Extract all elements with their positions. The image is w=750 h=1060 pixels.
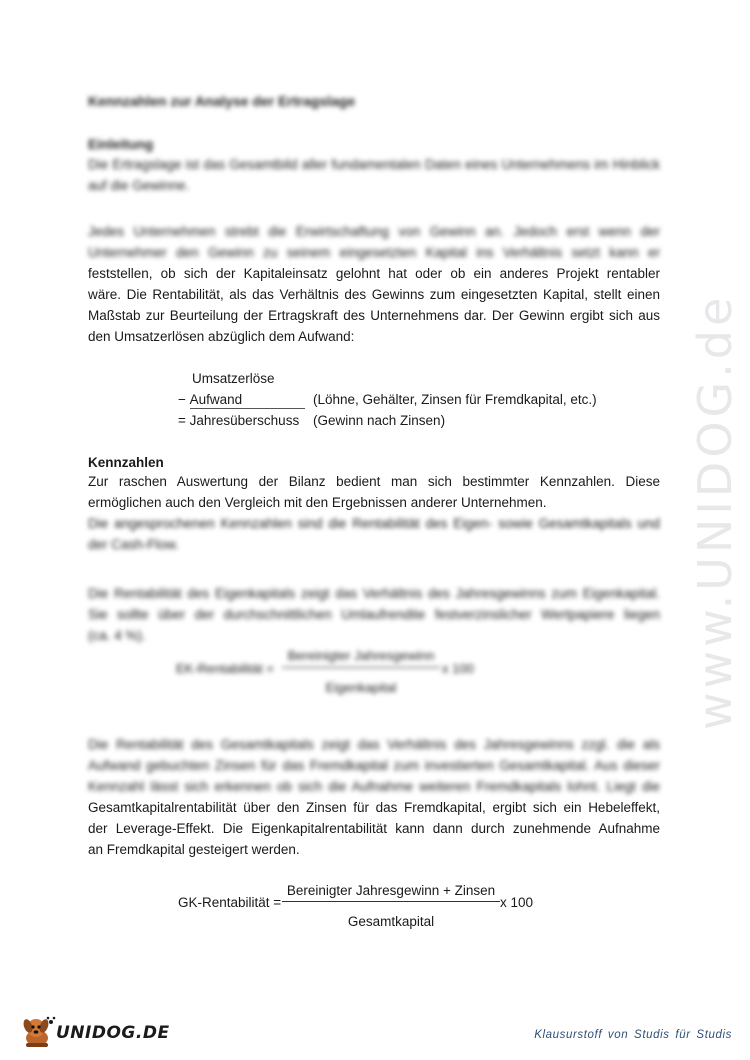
gk-formula-rhs: x 100 bbox=[500, 895, 534, 910]
kennzahlen-section bbox=[88, 455, 660, 555]
document-title: Kennzahlen zur Analyse der Ertragslage bbox=[88, 93, 356, 109]
gk-formula-denominator: Gesamtkapital bbox=[347, 914, 435, 929]
kennzahlen-line-3: Die angesprochenen Kennzahlen sind die Rentabilität des Eigen- sowie Gesamtkapitals und bbox=[88, 516, 660, 531]
profit-line-2: Unternehmer den Gewinn zu seinem eingesetzten Kapital ins Verhältnis setzt kann er bbox=[88, 245, 660, 260]
gk-paragraph bbox=[88, 734, 660, 860]
calc-minus: − bbox=[178, 392, 190, 407]
ek-formula-denominator: Eigenkapital bbox=[325, 680, 397, 695]
gk-line-1: Die Rentabilität des Gesamtkapitals zeigt das Verhältnis des Jahresgewinns zzgl. die als bbox=[88, 737, 660, 752]
watermark: www.UNIDOG.de bbox=[688, 293, 742, 730]
ek-paragraph bbox=[88, 583, 660, 646]
income-calculation bbox=[178, 368, 618, 431]
gk-line-6: an Fremdkapital gesteigert werden. bbox=[88, 842, 300, 857]
calc-expense-label: Aufwand bbox=[190, 392, 305, 409]
gk-line-5: der Leverage-Effekt. Die Eigenkapitalrentabilität kann dann durch zunehmende Aufnahme bbox=[88, 821, 660, 836]
gk-formula bbox=[178, 883, 558, 935]
gk-formula-lhs: GK-Rentabilität = bbox=[178, 895, 282, 910]
kennzahlen-line-4: der Cash-Flow. bbox=[88, 537, 179, 552]
intro-heading: Einleitung bbox=[88, 137, 154, 152]
gk-formula-fraction-bar bbox=[282, 901, 500, 902]
intro-text: Die Ertragslage ist das Gesamtbild aller fundamentalen Daten eines Unternehmens im Hinblick auf die Gewinne. bbox=[88, 157, 660, 193]
calc-revenue: Umsatzerlöse bbox=[192, 371, 275, 386]
kennzahlen-line-1: Zur raschen Auswertung der Bilanz bedient man sich bestimmter Kennzahlen. Diese bbox=[88, 474, 660, 489]
gk-line-3: Kennzahl lässt sich erkennen ob sich die Aufnahme weiteren Fremdkapitals lohnt. Liegt die bbox=[88, 779, 660, 794]
gk-line-4: Gesamtkapitalrentabilität über den Zinsen für das Fremdkapital, ergibt sich ein Hebeleffekt, bbox=[88, 800, 660, 815]
kennzahlen-line-2: ermöglichen auch den Vergleich mit den Ergebnissen anderer Unternehmen. bbox=[88, 495, 547, 510]
profit-line-5: Maßstab zur Beurteilung der Ertragskraft des Unternehmens dar. Der Gewinn ergibt sich aus bbox=[88, 308, 660, 323]
calc-expense bbox=[178, 389, 305, 410]
profit-line-4: wäre. Die Rentabilität, als das Verhältnis des Gewinns zum eingesetzten Kapital, stellt einen bbox=[88, 287, 660, 302]
footer-tagline: Klausurstoff von Studis für Studis bbox=[534, 1029, 732, 1041]
ek-line-1: Die Rentabilität des Eigenkapitals zeigt das Verhältnis des Jahresgewinns zum Eigenkapital. bbox=[88, 586, 660, 601]
profit-line-6: den Umsatzerlösen abzüglich dem Aufwand: bbox=[88, 329, 355, 344]
ek-line-2: Sie sollte über der durchschnittlichen Umlaufrendite festverzinslicher Wertpapiere liegen bbox=[88, 607, 660, 622]
dog-mascot-icon bbox=[18, 1014, 56, 1048]
profit-paragraph bbox=[88, 221, 660, 347]
kennzahlen-heading: Kennzahlen bbox=[88, 455, 164, 470]
ek-formula-lhs: EK-Rentabilität = bbox=[176, 661, 274, 676]
ek-formula-numerator: Bereinigter Jahresgewinn bbox=[287, 648, 435, 663]
ek-formula-rhs: x 100 bbox=[442, 661, 474, 676]
calc-surplus: = Jahresüberschuss bbox=[178, 413, 300, 428]
ek-formula bbox=[176, 648, 496, 698]
ek-line-3: (ca. 4 %). bbox=[88, 628, 146, 643]
gk-line-2: Aufwand gebuchten Zinsen für das Fremdkapital zum investierten Gesamtkapital. Aus dieser bbox=[88, 758, 660, 773]
calc-surplus-note: (Gewinn nach Zinsen) bbox=[313, 413, 446, 428]
gk-formula-numerator: Bereinigter Jahresgewinn + Zinsen bbox=[286, 883, 496, 898]
ek-formula-fraction-bar bbox=[282, 667, 440, 668]
profit-line-3: feststellen, ob sich der Kapitaleinsatz gelohnt hat oder ob ein anderes Projekt rentabler bbox=[88, 266, 660, 281]
footer-logo bbox=[18, 1014, 170, 1048]
profit-line-1: Jedes Unternehmen strebt die Erwirtschaftung von Gewinn an. Jedoch erst wenn der bbox=[88, 224, 660, 239]
calc-expense-note: (Löhne, Gehälter, Zinsen für Fremdkapital, etc.) bbox=[313, 392, 597, 407]
intro-section bbox=[88, 137, 660, 196]
logo-text: UNIDOG.DE bbox=[56, 1023, 170, 1043]
